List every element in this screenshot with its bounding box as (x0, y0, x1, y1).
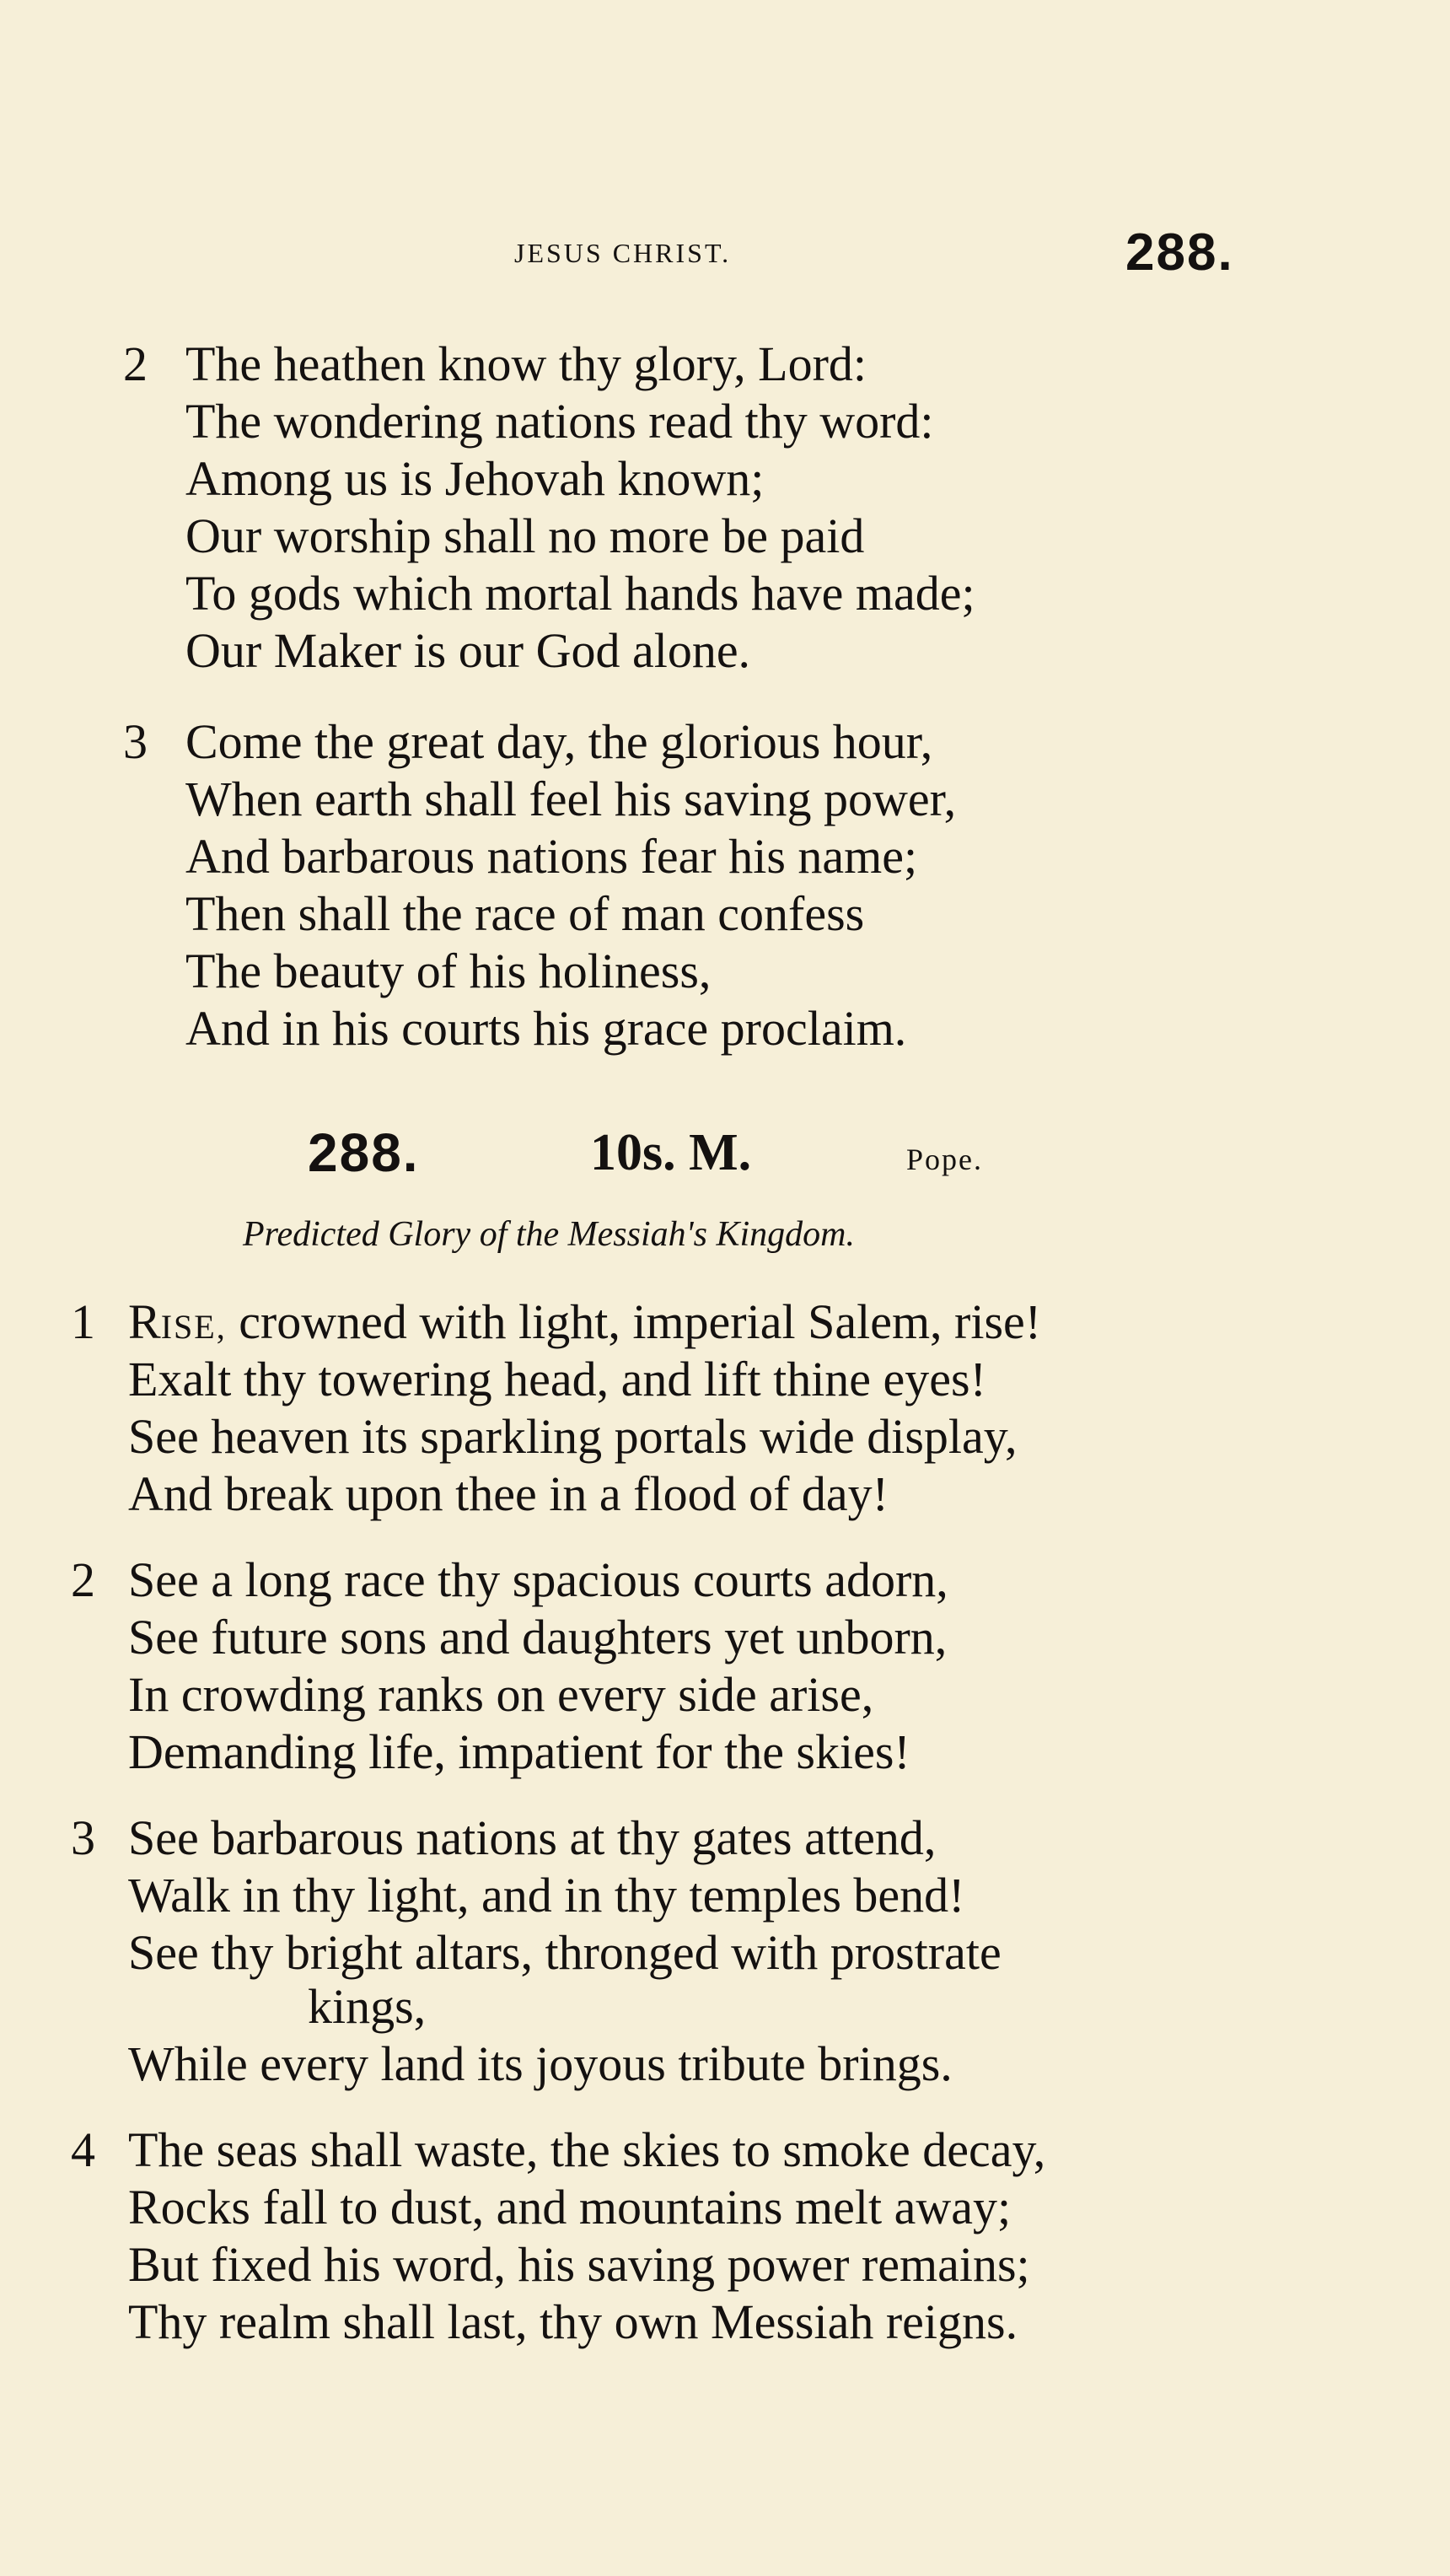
running-title: JESUS CHRIST. (514, 238, 732, 268)
verse-line: See future sons and daughters yet unborn, (128, 1610, 948, 1664)
drop-word-capital: R (128, 1294, 161, 1349)
verse-line: In crowding ranks on every side arise, (128, 1667, 874, 1722)
verse-line: Thy realm shall last, thy own Messiah reigns. (128, 2294, 1018, 2349)
verse-line: Exalt thy towering head, and lift thine eyes! (128, 1352, 986, 1406)
verse-line: See barbarous nations at thy gates attend, (128, 1810, 937, 1865)
verse-line: The wondering nations read thy word: (185, 394, 934, 449)
verse-line: See thy bright altars, thronged with prostrate (128, 1925, 1002, 1980)
hymn-subtitle: Predicted Glory of the Messiah's Kingdom. (243, 1215, 855, 1254)
verse-line: And barbarous nations fear his name; (185, 829, 918, 884)
verse-line: See heaven its sparkling portals wide display, (128, 1409, 1018, 1464)
verse-line: To gods which mortal hands have made; (185, 566, 975, 621)
hymn-author: Pope. (906, 1143, 983, 1176)
verse-line: Among us is Jehovah known; (185, 451, 765, 506)
first-line-rest: crowned with light, imperial Salem, rise! (226, 1294, 1042, 1349)
verse-line-runover: kings, (308, 1979, 427, 2034)
verse-line: Our worship shall no more be paid (185, 508, 865, 563)
verse-line-first (128, 1293, 1041, 1356)
verse-line: Come the great day, the glorious hour, (185, 714, 933, 769)
hymn-number: 288. (308, 1122, 420, 1183)
stanza-number: 3 (71, 1810, 95, 1865)
verse-line: See a long race thy spacious courts adorn, (128, 1552, 948, 1607)
verse-line: But fixed his word, his saving power remains; (128, 2237, 1030, 2292)
verse-line: When earth shall feel his saving power, (185, 772, 957, 826)
verse-line: Rocks fall to dust, and mountains melt away; (128, 2180, 1012, 2235)
verse-line: The beauty of his holiness, (185, 944, 712, 998)
verse-line: And break upon thee in a flood of day! (128, 1466, 889, 1521)
stanza-number: 2 (123, 336, 148, 391)
verse-line: The heathen know thy glory, Lord: (185, 336, 867, 391)
verse-line: And in his courts his grace proclaim. (185, 1001, 907, 1056)
hymn-heading (0, 1121, 1450, 1189)
verse-line: Demanding life, impatient for the skies! (128, 1724, 910, 1779)
stanza-number: 3 (123, 714, 148, 769)
running-head (0, 223, 1450, 282)
page-number: 288. (1125, 223, 1234, 282)
verse-line: While every land its joyous tribute brings. (128, 2036, 953, 2091)
drop-word-rest: ISE, (160, 1308, 227, 1346)
verse-line: The seas shall waste, the skies to smoke decay, (128, 2122, 1046, 2177)
stanza-number: 2 (71, 1552, 95, 1607)
stanza-number: 4 (71, 2122, 95, 2177)
verse-line: Then shall the race of man confess (185, 886, 865, 941)
verse-line: Walk in thy light, and in thy temples bend! (128, 1868, 965, 1923)
verse-line: Our Maker is our God alone. (185, 623, 751, 678)
stanza-number: 1 (71, 1294, 95, 1349)
hymn-meter: 10s. M. (590, 1124, 752, 1181)
